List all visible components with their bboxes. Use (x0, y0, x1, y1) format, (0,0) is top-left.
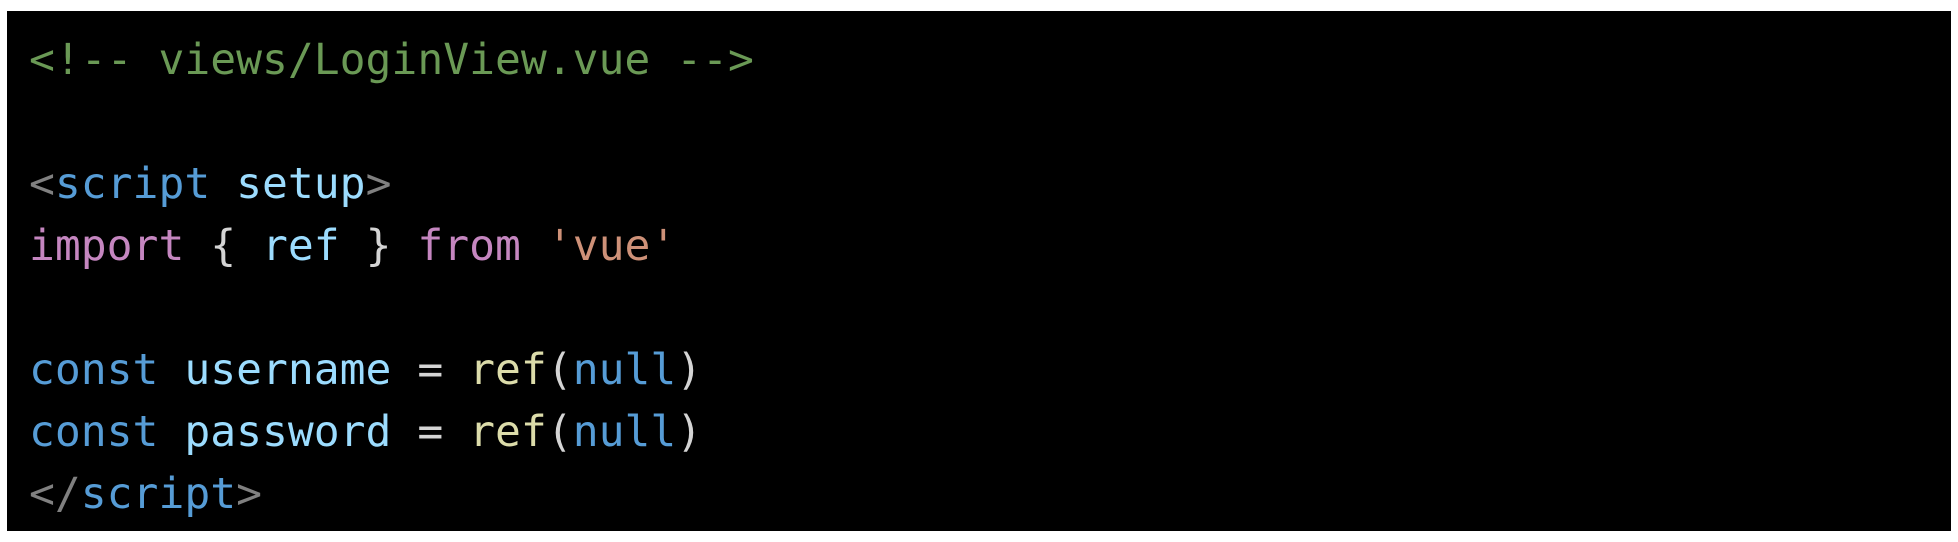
space-token (521, 221, 547, 271)
attr-name: setup (236, 159, 366, 209)
keyword-token: import (29, 221, 185, 271)
code-line-blank (29, 277, 1951, 339)
identifier-token: username (184, 345, 392, 395)
code-block (7, 11, 1951, 531)
paren-token: ) (676, 345, 703, 395)
identifier-token: password (184, 407, 392, 457)
function-token: ref (469, 407, 547, 457)
tag-close-bracket: > (365, 159, 392, 209)
tag-name: script (54, 159, 211, 209)
function-token: ref (469, 345, 547, 395)
paren-token: ( (546, 345, 573, 395)
code-line-script-close (29, 463, 1951, 525)
string-token: 'vue' (546, 221, 677, 271)
paren-token: ) (676, 407, 703, 457)
code-line-import (29, 215, 1951, 277)
operator-token: = (391, 345, 470, 395)
space-token (210, 159, 236, 209)
code-line-script-open (29, 153, 1951, 215)
paren-token: ( (546, 407, 573, 457)
code-line-username (29, 339, 1951, 401)
code-line-blank (29, 91, 1951, 153)
decl-keyword-token: const (29, 345, 159, 395)
tag-name: script (80, 469, 237, 519)
space-token (158, 407, 184, 457)
keyword-token: from (417, 221, 521, 271)
comment-token: <!-- views/LoginView.vue --> (29, 35, 754, 85)
tag-open-bracket: </ (29, 469, 81, 519)
identifier-token: ref (262, 221, 340, 271)
tag-close-bracket: > (236, 469, 263, 519)
brace-token: } (339, 221, 418, 271)
null-token: null (572, 407, 677, 457)
null-token: null (572, 345, 677, 395)
decl-keyword-token: const (29, 407, 159, 457)
code-line-password (29, 401, 1951, 463)
brace-token: { (184, 221, 263, 271)
operator-token: = (391, 407, 470, 457)
code-line-comment (29, 29, 1951, 91)
space-token (158, 345, 184, 395)
tag-open-bracket: < (29, 159, 55, 209)
